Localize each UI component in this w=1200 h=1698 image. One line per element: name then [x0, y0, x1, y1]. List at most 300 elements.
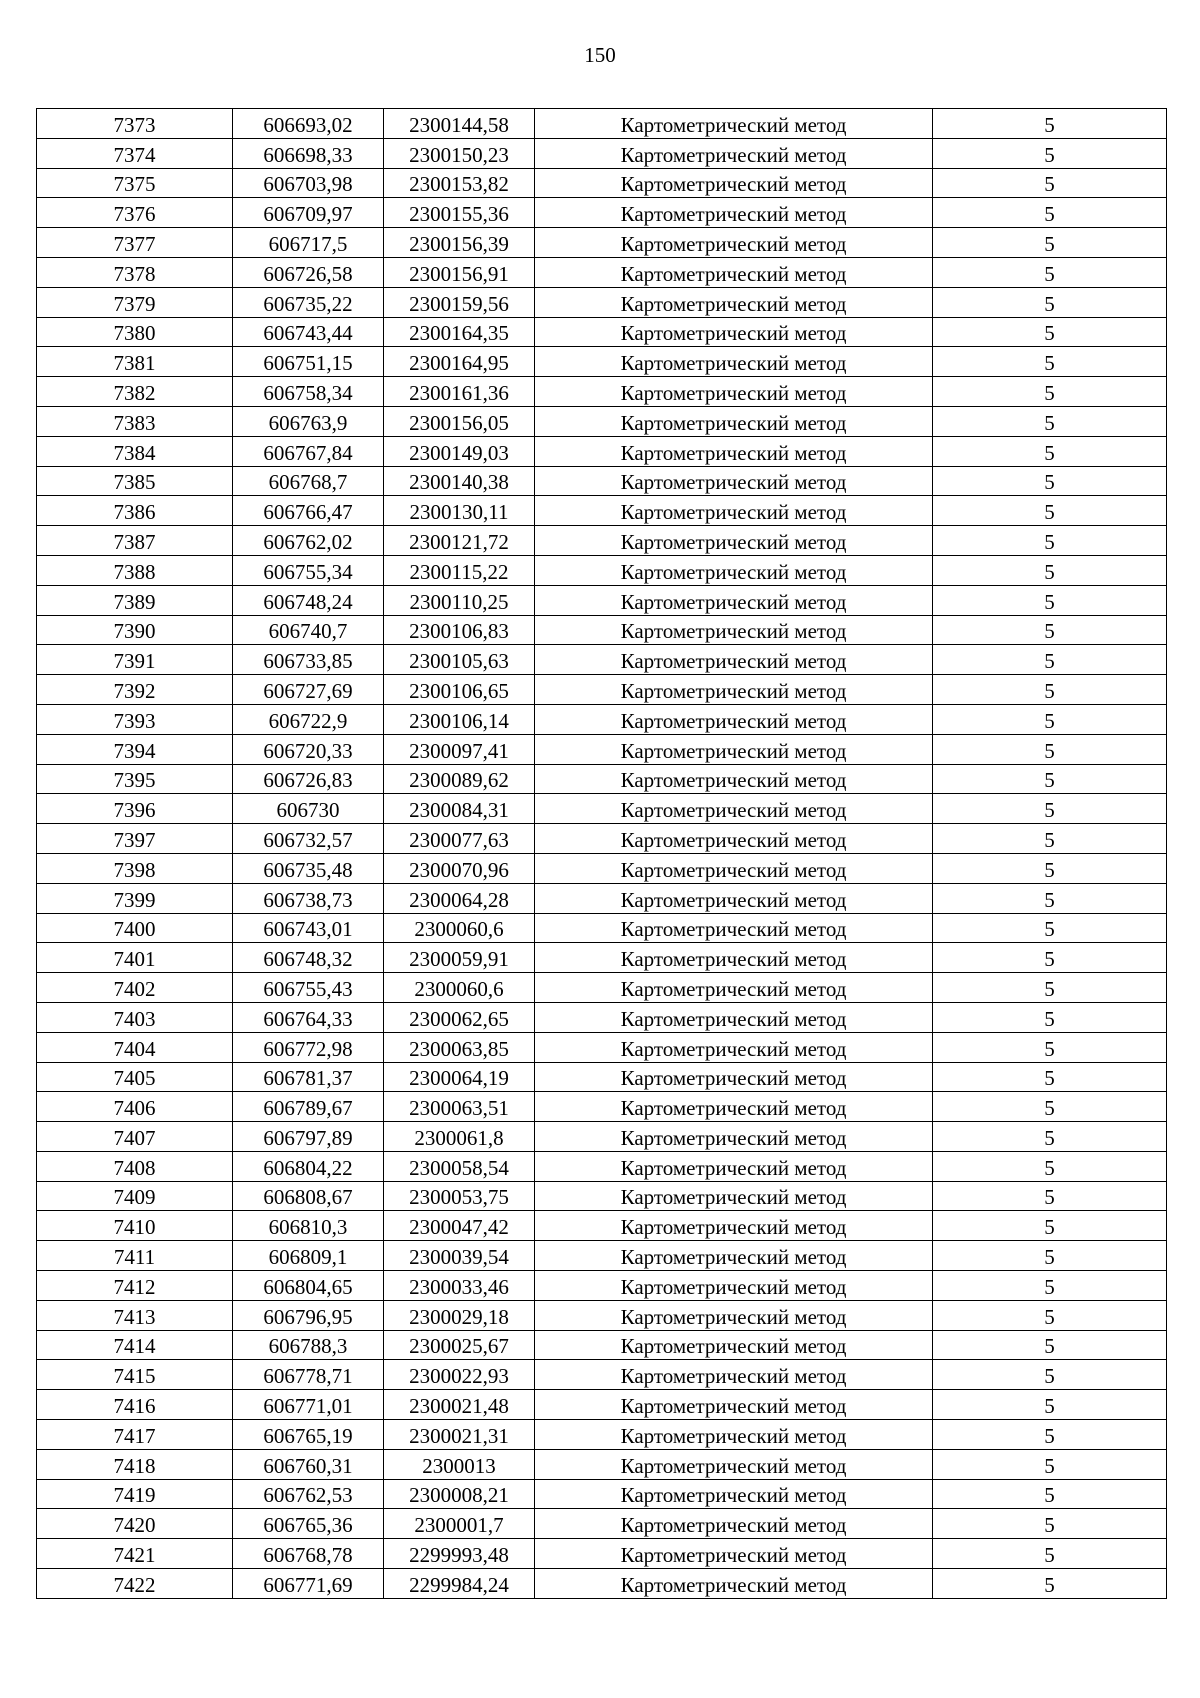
point-number-cell: 7408 [37, 1151, 233, 1181]
y-coordinate-cell: 2300070,96 [384, 853, 535, 883]
method-cell: Картометрический метод [535, 973, 933, 1003]
page-number: 150 [584, 43, 616, 67]
x-coordinate-cell: 606771,01 [233, 1390, 384, 1420]
accuracy-cell: 5 [933, 1509, 1167, 1539]
method-cell: Картометрический метод [535, 406, 933, 436]
y-coordinate-cell: 2300029,18 [384, 1300, 535, 1330]
table-row [37, 764, 1167, 794]
y-coordinate-cell: 2300061,8 [384, 1122, 535, 1152]
table-row [37, 1002, 1167, 1032]
point-number-cell: 7396 [37, 794, 233, 824]
y-coordinate-cell: 2300106,83 [384, 615, 535, 645]
point-number-cell: 7415 [37, 1360, 233, 1390]
y-coordinate-cell: 2300106,14 [384, 704, 535, 734]
method-cell: Картометрический метод [535, 704, 933, 734]
point-number-cell: 7416 [37, 1390, 233, 1420]
x-coordinate-cell: 606789,67 [233, 1092, 384, 1122]
method-cell: Картометрический метод [535, 1300, 933, 1330]
x-coordinate-cell: 606810,3 [233, 1211, 384, 1241]
y-coordinate-cell: 2300121,72 [384, 526, 535, 556]
method-cell: Картометрический метод [535, 466, 933, 496]
x-coordinate-cell: 606743,01 [233, 913, 384, 943]
table-row [37, 466, 1167, 496]
x-coordinate-cell: 606751,15 [233, 347, 384, 377]
method-cell: Картометрический метод [535, 287, 933, 317]
point-number-cell: 7389 [37, 585, 233, 615]
method-cell: Картометрический метод [535, 1151, 933, 1181]
point-number-cell: 7397 [37, 824, 233, 854]
x-coordinate-cell: 606768,78 [233, 1539, 384, 1569]
table-row [37, 585, 1167, 615]
method-cell: Картометрический метод [535, 377, 933, 407]
table-row [37, 1449, 1167, 1479]
y-coordinate-cell: 2300059,91 [384, 943, 535, 973]
y-coordinate-cell: 2300097,41 [384, 734, 535, 764]
table-row [37, 1539, 1167, 1569]
point-number-cell: 7419 [37, 1479, 233, 1509]
y-coordinate-cell: 2300140,38 [384, 466, 535, 496]
x-coordinate-cell: 606703,98 [233, 168, 384, 198]
x-coordinate-cell: 606765,19 [233, 1420, 384, 1450]
x-coordinate-cell: 606740,7 [233, 615, 384, 645]
table-row [37, 526, 1167, 556]
method-cell: Картометрический метод [535, 1390, 933, 1420]
method-cell: Картометрический метод [535, 853, 933, 883]
x-coordinate-cell: 606809,1 [233, 1241, 384, 1271]
point-number-cell: 7384 [37, 436, 233, 466]
y-coordinate-cell: 2300106,65 [384, 675, 535, 705]
accuracy-cell: 5 [933, 1330, 1167, 1360]
accuracy-cell: 5 [933, 1300, 1167, 1330]
method-cell: Картометрический метод [535, 615, 933, 645]
y-coordinate-cell: 2300013 [384, 1449, 535, 1479]
accuracy-cell: 5 [933, 1569, 1167, 1599]
x-coordinate-cell: 606760,31 [233, 1449, 384, 1479]
x-coordinate-cell: 606722,9 [233, 704, 384, 734]
x-coordinate-cell: 606778,71 [233, 1360, 384, 1390]
accuracy-cell: 5 [933, 1151, 1167, 1181]
accuracy-cell: 5 [933, 913, 1167, 943]
accuracy-cell: 5 [933, 1479, 1167, 1509]
point-number-cell: 7374 [37, 138, 233, 168]
accuracy-cell: 5 [933, 973, 1167, 1003]
point-number-cell: 7410 [37, 1211, 233, 1241]
point-number-cell: 7413 [37, 1300, 233, 1330]
x-coordinate-cell: 606772,98 [233, 1032, 384, 1062]
accuracy-cell: 5 [933, 764, 1167, 794]
x-coordinate-cell: 606804,65 [233, 1271, 384, 1301]
method-cell: Картометрический метод [535, 1122, 933, 1152]
table-row [37, 675, 1167, 705]
method-cell: Картометрический метод [535, 228, 933, 258]
method-cell: Картометрический метод [535, 1181, 933, 1211]
point-number-cell: 7376 [37, 198, 233, 228]
point-number-cell: 7417 [37, 1420, 233, 1450]
point-number-cell: 7398 [37, 853, 233, 883]
y-coordinate-cell: 2300021,31 [384, 1420, 535, 1450]
method-cell: Картометрический метод [535, 1539, 933, 1569]
y-coordinate-cell: 2300033,46 [384, 1271, 535, 1301]
accuracy-cell: 5 [933, 466, 1167, 496]
accuracy-cell: 5 [933, 198, 1167, 228]
x-coordinate-cell: 606726,83 [233, 764, 384, 794]
point-number-cell: 7378 [37, 257, 233, 287]
x-coordinate-cell: 606727,69 [233, 675, 384, 705]
accuracy-cell: 5 [933, 496, 1167, 526]
method-cell: Картометрический метод [535, 645, 933, 675]
point-number-cell: 7380 [37, 317, 233, 347]
y-coordinate-cell: 2300149,03 [384, 436, 535, 466]
point-number-cell: 7394 [37, 734, 233, 764]
y-coordinate-cell: 2299993,48 [384, 1539, 535, 1569]
y-coordinate-cell: 2300064,19 [384, 1062, 535, 1092]
accuracy-cell: 5 [933, 109, 1167, 139]
x-coordinate-cell: 606768,7 [233, 466, 384, 496]
method-cell: Картометрический метод [535, 764, 933, 794]
x-coordinate-cell: 606738,73 [233, 883, 384, 913]
table-row [37, 973, 1167, 1003]
table-row [37, 287, 1167, 317]
table-row [37, 1032, 1167, 1062]
x-coordinate-cell: 606698,33 [233, 138, 384, 168]
y-coordinate-cell: 2300156,05 [384, 406, 535, 436]
accuracy-cell: 5 [933, 555, 1167, 585]
table-row [37, 1509, 1167, 1539]
x-coordinate-cell: 606797,89 [233, 1122, 384, 1152]
method-cell: Картометрический метод [535, 1360, 933, 1390]
point-number-cell: 7411 [37, 1241, 233, 1271]
accuracy-cell: 5 [933, 138, 1167, 168]
x-coordinate-cell: 606764,33 [233, 1002, 384, 1032]
y-coordinate-cell: 2300060,6 [384, 913, 535, 943]
accuracy-cell: 5 [933, 347, 1167, 377]
table-row [37, 913, 1167, 943]
method-cell: Картометрический метод [535, 109, 933, 139]
method-cell: Картометрический метод [535, 1330, 933, 1360]
accuracy-cell: 5 [933, 1032, 1167, 1062]
point-number-cell: 7393 [37, 704, 233, 734]
method-cell: Картометрический метод [535, 1062, 933, 1092]
x-coordinate-cell: 606748,32 [233, 943, 384, 973]
y-coordinate-cell: 2299984,24 [384, 1569, 535, 1599]
point-number-cell: 7402 [37, 973, 233, 1003]
x-coordinate-cell: 606762,02 [233, 526, 384, 556]
y-coordinate-cell: 2300115,22 [384, 555, 535, 585]
table-row [37, 1122, 1167, 1152]
point-number-cell: 7405 [37, 1062, 233, 1092]
accuracy-cell: 5 [933, 585, 1167, 615]
x-coordinate-cell: 606758,34 [233, 377, 384, 407]
method-cell: Картометрический метод [535, 883, 933, 913]
y-coordinate-cell: 2300110,25 [384, 585, 535, 615]
table-row [37, 198, 1167, 228]
method-cell: Картометрический метод [535, 555, 933, 585]
accuracy-cell: 5 [933, 615, 1167, 645]
point-number-cell: 7386 [37, 496, 233, 526]
table-row [37, 1211, 1167, 1241]
x-coordinate-cell: 606771,69 [233, 1569, 384, 1599]
point-number-cell: 7392 [37, 675, 233, 705]
table-row [37, 615, 1167, 645]
x-coordinate-cell: 606730 [233, 794, 384, 824]
table-row [37, 1479, 1167, 1509]
y-coordinate-cell: 2300156,39 [384, 228, 535, 258]
y-coordinate-cell: 2300022,93 [384, 1360, 535, 1390]
point-number-cell: 7387 [37, 526, 233, 556]
table-row [37, 853, 1167, 883]
method-cell: Картометрический метод [535, 1092, 933, 1122]
y-coordinate-cell: 2300001,7 [384, 1509, 535, 1539]
table-row [37, 109, 1167, 139]
table-row [37, 138, 1167, 168]
y-coordinate-cell: 2300130,11 [384, 496, 535, 526]
table-row [37, 1420, 1167, 1450]
accuracy-cell: 5 [933, 257, 1167, 287]
method-cell: Картометрический метод [535, 198, 933, 228]
table-row [37, 377, 1167, 407]
method-cell: Картометрический метод [535, 168, 933, 198]
table-row [37, 317, 1167, 347]
x-coordinate-cell: 606743,44 [233, 317, 384, 347]
point-number-cell: 7409 [37, 1181, 233, 1211]
point-number-cell: 7382 [37, 377, 233, 407]
y-coordinate-cell: 2300155,36 [384, 198, 535, 228]
x-coordinate-cell: 606733,85 [233, 645, 384, 675]
accuracy-cell: 5 [933, 1181, 1167, 1211]
point-number-cell: 7391 [37, 645, 233, 675]
x-coordinate-cell: 606735,48 [233, 853, 384, 883]
method-cell: Картометрический метод [535, 436, 933, 466]
table-row [37, 1062, 1167, 1092]
y-coordinate-cell: 2300053,75 [384, 1181, 535, 1211]
table-row [37, 1569, 1167, 1599]
table-row [37, 943, 1167, 973]
accuracy-cell: 5 [933, 526, 1167, 556]
x-coordinate-cell: 606726,58 [233, 257, 384, 287]
point-number-cell: 7414 [37, 1330, 233, 1360]
x-coordinate-cell: 606693,02 [233, 109, 384, 139]
method-cell: Картометрический метод [535, 1002, 933, 1032]
table-row [37, 1092, 1167, 1122]
point-number-cell: 7373 [37, 109, 233, 139]
accuracy-cell: 5 [933, 883, 1167, 913]
method-cell: Картометрический метод [535, 734, 933, 764]
table-row [37, 734, 1167, 764]
x-coordinate-cell: 606781,37 [233, 1062, 384, 1092]
y-coordinate-cell: 2300021,48 [384, 1390, 535, 1420]
y-coordinate-cell: 2300144,58 [384, 109, 535, 139]
point-number-cell: 7399 [37, 883, 233, 913]
x-coordinate-cell: 606796,95 [233, 1300, 384, 1330]
method-cell: Картометрический метод [535, 317, 933, 347]
accuracy-cell: 5 [933, 317, 1167, 347]
method-cell: Картометрический метод [535, 1509, 933, 1539]
accuracy-cell: 5 [933, 734, 1167, 764]
y-coordinate-cell: 2300084,31 [384, 794, 535, 824]
x-coordinate-cell: 606804,22 [233, 1151, 384, 1181]
table-row [37, 168, 1167, 198]
table-row [37, 645, 1167, 675]
accuracy-cell: 5 [933, 645, 1167, 675]
accuracy-cell: 5 [933, 1390, 1167, 1420]
table-row [37, 496, 1167, 526]
x-coordinate-cell: 606763,9 [233, 406, 384, 436]
x-coordinate-cell: 606732,57 [233, 824, 384, 854]
point-number-cell: 7375 [37, 168, 233, 198]
y-coordinate-cell: 2300063,51 [384, 1092, 535, 1122]
point-number-cell: 7406 [37, 1092, 233, 1122]
y-coordinate-cell: 2300063,85 [384, 1032, 535, 1062]
x-coordinate-cell: 606762,53 [233, 1479, 384, 1509]
x-coordinate-cell: 606748,24 [233, 585, 384, 615]
accuracy-cell: 5 [933, 1420, 1167, 1450]
y-coordinate-cell: 2300150,23 [384, 138, 535, 168]
accuracy-cell: 5 [933, 675, 1167, 705]
y-coordinate-cell: 2300159,56 [384, 287, 535, 317]
point-number-cell: 7412 [37, 1271, 233, 1301]
x-coordinate-cell: 606755,43 [233, 973, 384, 1003]
point-number-cell: 7418 [37, 1449, 233, 1479]
x-coordinate-cell: 606717,5 [233, 228, 384, 258]
accuracy-cell: 5 [933, 168, 1167, 198]
accuracy-cell: 5 [933, 1241, 1167, 1271]
y-coordinate-cell: 2300058,54 [384, 1151, 535, 1181]
x-coordinate-cell: 606808,67 [233, 1181, 384, 1211]
point-number-cell: 7401 [37, 943, 233, 973]
x-coordinate-cell: 606788,3 [233, 1330, 384, 1360]
y-coordinate-cell: 2300164,95 [384, 347, 535, 377]
table-row [37, 436, 1167, 466]
method-cell: Картометрический метод [535, 257, 933, 287]
point-number-cell: 7422 [37, 1569, 233, 1599]
x-coordinate-cell: 606720,33 [233, 734, 384, 764]
accuracy-cell: 5 [933, 853, 1167, 883]
point-number-cell: 7404 [37, 1032, 233, 1062]
accuracy-cell: 5 [933, 794, 1167, 824]
point-number-cell: 7383 [37, 406, 233, 436]
x-coordinate-cell: 606755,34 [233, 555, 384, 585]
point-number-cell: 7403 [37, 1002, 233, 1032]
accuracy-cell: 5 [933, 1062, 1167, 1092]
y-coordinate-cell: 2300025,67 [384, 1330, 535, 1360]
table-row [37, 1181, 1167, 1211]
accuracy-cell: 5 [933, 1002, 1167, 1032]
point-number-cell: 7390 [37, 615, 233, 645]
table-row [37, 1300, 1167, 1330]
y-coordinate-cell: 2300105,63 [384, 645, 535, 675]
y-coordinate-cell: 2300047,42 [384, 1211, 535, 1241]
accuracy-cell: 5 [933, 1092, 1167, 1122]
method-cell: Картометрический метод [535, 1420, 933, 1450]
method-cell: Картометрический метод [535, 943, 933, 973]
method-cell: Картометрический метод [535, 1271, 933, 1301]
accuracy-cell: 5 [933, 1122, 1167, 1152]
table-row [37, 1330, 1167, 1360]
method-cell: Картометрический метод [535, 1032, 933, 1062]
table-row [37, 347, 1167, 377]
accuracy-cell: 5 [933, 406, 1167, 436]
accuracy-cell: 5 [933, 377, 1167, 407]
y-coordinate-cell: 2300062,65 [384, 1002, 535, 1032]
method-cell: Картометрический метод [535, 138, 933, 168]
y-coordinate-cell: 2300060,6 [384, 973, 535, 1003]
accuracy-cell: 5 [933, 436, 1167, 466]
y-coordinate-cell: 2300008,21 [384, 1479, 535, 1509]
table-row [37, 1360, 1167, 1390]
y-coordinate-cell: 2300077,63 [384, 824, 535, 854]
method-cell: Картометрический метод [535, 824, 933, 854]
point-number-cell: 7400 [37, 913, 233, 943]
x-coordinate-cell: 606767,84 [233, 436, 384, 466]
table-row [37, 406, 1167, 436]
point-number-cell: 7407 [37, 1122, 233, 1152]
accuracy-cell: 5 [933, 943, 1167, 973]
accuracy-cell: 5 [933, 1360, 1167, 1390]
accuracy-cell: 5 [933, 704, 1167, 734]
accuracy-cell: 5 [933, 1539, 1167, 1569]
y-coordinate-cell: 2300153,82 [384, 168, 535, 198]
point-number-cell: 7381 [37, 347, 233, 377]
table-row [37, 1271, 1167, 1301]
point-number-cell: 7420 [37, 1509, 233, 1539]
table-row [37, 1151, 1167, 1181]
point-number-cell: 7385 [37, 466, 233, 496]
method-cell: Картометрический метод [535, 496, 933, 526]
coordinates-table [36, 108, 1167, 1599]
method-cell: Картометрический метод [535, 1211, 933, 1241]
x-coordinate-cell: 606765,36 [233, 1509, 384, 1539]
table-row [37, 228, 1167, 258]
method-cell: Картометрический метод [535, 1449, 933, 1479]
table-row [37, 257, 1167, 287]
y-coordinate-cell: 2300161,36 [384, 377, 535, 407]
accuracy-cell: 5 [933, 287, 1167, 317]
accuracy-cell: 5 [933, 228, 1167, 258]
method-cell: Картометрический метод [535, 1569, 933, 1599]
coordinates-table-body [37, 109, 1167, 1599]
table-row [37, 794, 1167, 824]
method-cell: Картометрический метод [535, 526, 933, 556]
y-coordinate-cell: 2300064,28 [384, 883, 535, 913]
y-coordinate-cell: 2300164,35 [384, 317, 535, 347]
method-cell: Картометрический метод [535, 794, 933, 824]
table-row [37, 555, 1167, 585]
x-coordinate-cell: 606709,97 [233, 198, 384, 228]
accuracy-cell: 5 [933, 1211, 1167, 1241]
method-cell: Картометрический метод [535, 1479, 933, 1509]
y-coordinate-cell: 2300089,62 [384, 764, 535, 794]
point-number-cell: 7377 [37, 228, 233, 258]
table-row [37, 704, 1167, 734]
table-row [37, 824, 1167, 854]
table-row [37, 883, 1167, 913]
x-coordinate-cell: 606735,22 [233, 287, 384, 317]
table-row [37, 1241, 1167, 1271]
method-cell: Картометрический метод [535, 913, 933, 943]
point-number-cell: 7395 [37, 764, 233, 794]
method-cell: Картометрический метод [535, 585, 933, 615]
point-number-cell: 7379 [37, 287, 233, 317]
point-number-cell: 7421 [37, 1539, 233, 1569]
accuracy-cell: 5 [933, 1449, 1167, 1479]
method-cell: Картометрический метод [535, 1241, 933, 1271]
point-number-cell: 7388 [37, 555, 233, 585]
y-coordinate-cell: 2300156,91 [384, 257, 535, 287]
accuracy-cell: 5 [933, 824, 1167, 854]
table-row [37, 1390, 1167, 1420]
x-coordinate-cell: 606766,47 [233, 496, 384, 526]
accuracy-cell: 5 [933, 1271, 1167, 1301]
